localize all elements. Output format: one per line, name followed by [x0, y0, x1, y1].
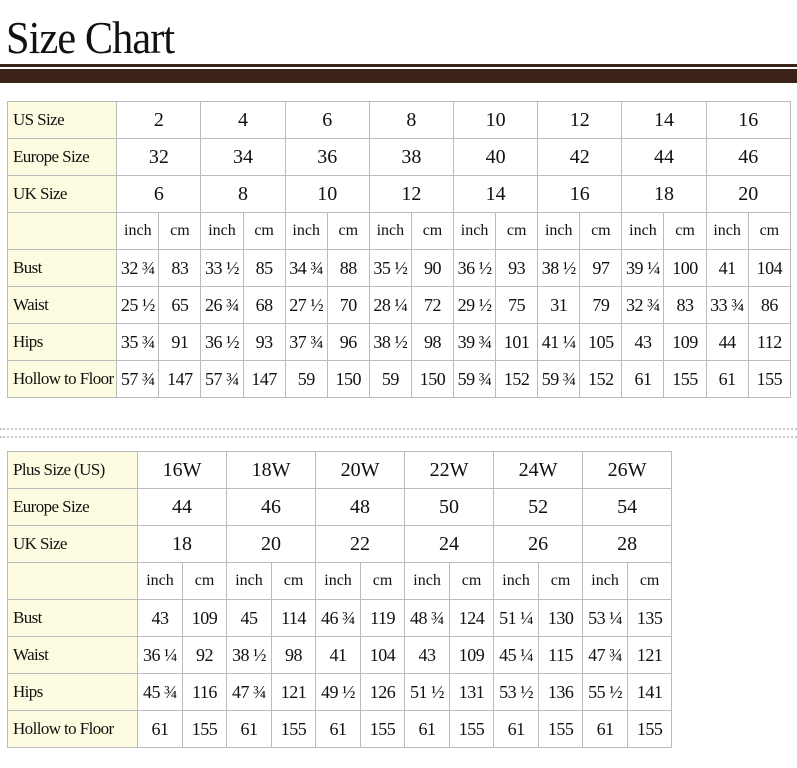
- unit-inch-cell: inch: [138, 563, 183, 600]
- inch-value-cell: 38 ½: [369, 324, 411, 361]
- cm-value-cell: 90: [411, 250, 453, 287]
- inch-value-cell: 32 ¾: [622, 287, 664, 324]
- size-cell: 16: [538, 176, 622, 213]
- row-label: Waist: [8, 637, 138, 674]
- cm-value-cell: 93: [496, 250, 538, 287]
- europe-size-row: [8, 139, 791, 176]
- cm-value-cell: 104: [361, 637, 405, 674]
- cm-value-cell: 93: [243, 324, 285, 361]
- cm-value-cell: 150: [327, 361, 369, 398]
- cm-value-cell: 96: [327, 324, 369, 361]
- unit-cm-cell: cm: [748, 213, 790, 250]
- inch-value-cell: 55 ½: [583, 674, 628, 711]
- inch-value-cell: 29 ½: [454, 287, 496, 324]
- size-cell: 46: [706, 139, 790, 176]
- inch-value-cell: 61: [583, 711, 628, 748]
- cm-value-cell: 88: [327, 250, 369, 287]
- cm-value-cell: 155: [628, 711, 672, 748]
- cm-value-cell: 155: [450, 711, 494, 748]
- row-label: Waist: [8, 287, 117, 324]
- cm-value-cell: 68: [243, 287, 285, 324]
- inch-value-cell: 33 ¾: [706, 287, 748, 324]
- inch-value-cell: 59 ¾: [454, 361, 496, 398]
- size-cell: 42: [538, 139, 622, 176]
- cm-value-cell: 152: [496, 361, 538, 398]
- unit-cm-cell: cm: [450, 563, 494, 600]
- inch-value-cell: 38 ½: [227, 637, 272, 674]
- cm-value-cell: 65: [159, 287, 201, 324]
- inch-value-cell: 46 ¾: [316, 600, 361, 637]
- unit-inch-cell: inch: [538, 213, 580, 250]
- cm-value-cell: 147: [159, 361, 201, 398]
- unit-inch-cell: inch: [369, 213, 411, 250]
- unit-cm-cell: cm: [664, 213, 706, 250]
- hips-row: [8, 324, 791, 361]
- europe-size-row: [8, 489, 672, 526]
- cm-value-cell: 97: [580, 250, 622, 287]
- inch-value-cell: 61: [706, 361, 748, 398]
- waist-row: [8, 637, 672, 674]
- cm-value-cell: 109: [183, 600, 227, 637]
- inch-value-cell: 32 ¾: [117, 250, 159, 287]
- inch-value-cell: 26 ¾: [201, 287, 243, 324]
- size-cell: 18W: [227, 452, 316, 489]
- size-cell: 52: [494, 489, 583, 526]
- size-cell: 34: [201, 139, 285, 176]
- bust-row: [8, 600, 672, 637]
- row-label: Hips: [8, 674, 138, 711]
- cm-value-cell: 121: [272, 674, 316, 711]
- inch-value-cell: 35 ½: [369, 250, 411, 287]
- size-cell: 38: [369, 139, 453, 176]
- inch-value-cell: 47 ¾: [583, 637, 628, 674]
- cm-value-cell: 121: [628, 637, 672, 674]
- inch-value-cell: 38 ½: [538, 250, 580, 287]
- inch-value-cell: 36 ¼: [138, 637, 183, 674]
- inch-value-cell: 41: [316, 637, 361, 674]
- unit-cm-cell: cm: [183, 563, 227, 600]
- cm-value-cell: 147: [243, 361, 285, 398]
- inch-value-cell: 59: [285, 361, 327, 398]
- row-label: Hollow to Floor: [8, 711, 138, 748]
- cm-value-cell: 124: [450, 600, 494, 637]
- cm-value-cell: 86: [748, 287, 790, 324]
- unit-row: [8, 213, 791, 250]
- size-cell: 14: [454, 176, 538, 213]
- unit-row: [8, 563, 672, 600]
- inch-value-cell: 45: [227, 600, 272, 637]
- us-size-row: [8, 102, 791, 139]
- inch-value-cell: 59 ¾: [538, 361, 580, 398]
- cm-value-cell: 131: [450, 674, 494, 711]
- uk-size-row: [8, 176, 791, 213]
- standard-size-table: [7, 101, 791, 398]
- inch-value-cell: 53 ¼: [583, 600, 628, 637]
- size-cell: 28: [583, 526, 672, 563]
- row-label: UK Size: [8, 176, 117, 213]
- inch-value-cell: 43: [405, 637, 450, 674]
- unit-inch-cell: inch: [706, 213, 748, 250]
- page-title: Size Chart: [6, 12, 175, 63]
- row-label: UK Size: [8, 526, 138, 563]
- inch-value-cell: 61: [622, 361, 664, 398]
- size-cell: 22W: [405, 452, 494, 489]
- cm-value-cell: 100: [664, 250, 706, 287]
- size-cell: 6: [117, 176, 201, 213]
- size-cell: 18: [622, 176, 706, 213]
- cm-value-cell: 155: [361, 711, 405, 748]
- row-label: Bust: [8, 250, 117, 287]
- unit-inch-cell: inch: [622, 213, 664, 250]
- size-cell: 12: [369, 176, 453, 213]
- title-rule-thick: [0, 69, 797, 83]
- size-cell: 6: [285, 102, 369, 139]
- cm-value-cell: 126: [361, 674, 405, 711]
- inch-value-cell: 33 ½: [201, 250, 243, 287]
- inch-value-cell: 39 ¼: [622, 250, 664, 287]
- inch-value-cell: 59: [369, 361, 411, 398]
- size-cell: 50: [405, 489, 494, 526]
- inch-value-cell: 57 ¾: [117, 361, 159, 398]
- size-cell: 18: [138, 526, 227, 563]
- size-cell: 4: [201, 102, 285, 139]
- inch-value-cell: 47 ¾: [227, 674, 272, 711]
- size-cell: 24W: [494, 452, 583, 489]
- cm-value-cell: 116: [183, 674, 227, 711]
- inch-value-cell: 45 ¾: [138, 674, 183, 711]
- unit-cm-cell: cm: [580, 213, 622, 250]
- cm-value-cell: 150: [411, 361, 453, 398]
- row-label: Europe Size: [8, 489, 138, 526]
- hollow-to-floor-row: [8, 361, 791, 398]
- inch-value-cell: 61: [494, 711, 539, 748]
- waist-row: [8, 287, 791, 324]
- cm-value-cell: 92: [183, 637, 227, 674]
- row-label: Europe Size: [8, 139, 117, 176]
- size-cell: 48: [316, 489, 405, 526]
- unit-inch-cell: inch: [583, 563, 628, 600]
- cm-value-cell: 112: [748, 324, 790, 361]
- inch-value-cell: 53 ½: [494, 674, 539, 711]
- inch-value-cell: 36 ½: [201, 324, 243, 361]
- size-cell: 36: [285, 139, 369, 176]
- unit-cm-cell: cm: [243, 213, 285, 250]
- unit-cm-cell: cm: [272, 563, 316, 600]
- size-cell: 40: [454, 139, 538, 176]
- unit-cm-cell: cm: [327, 213, 369, 250]
- cm-value-cell: 101: [496, 324, 538, 361]
- size-cell: 26W: [583, 452, 672, 489]
- cm-value-cell: 70: [327, 287, 369, 324]
- us-size-row: [8, 452, 672, 489]
- cm-value-cell: 135: [628, 600, 672, 637]
- unit-inch-cell: inch: [316, 563, 361, 600]
- unit-inch-cell: inch: [285, 213, 327, 250]
- size-cell: 26: [494, 526, 583, 563]
- cm-value-cell: 155: [183, 711, 227, 748]
- inch-value-cell: 43: [622, 324, 664, 361]
- inch-value-cell: 44: [706, 324, 748, 361]
- row-label: Bust: [8, 600, 138, 637]
- size-cell: 20: [227, 526, 316, 563]
- cm-value-cell: 155: [272, 711, 316, 748]
- size-cell: 10: [285, 176, 369, 213]
- cm-value-cell: 83: [664, 287, 706, 324]
- inch-value-cell: 43: [138, 600, 183, 637]
- size-cell: 24: [405, 526, 494, 563]
- cm-value-cell: 155: [539, 711, 583, 748]
- plus-size-table: [7, 451, 672, 748]
- unit-cm-cell: cm: [411, 213, 453, 250]
- size-cell: 44: [138, 489, 227, 526]
- inch-value-cell: 45 ¼: [494, 637, 539, 674]
- cm-value-cell: 104: [748, 250, 790, 287]
- inch-value-cell: 25 ½: [117, 287, 159, 324]
- inch-value-cell: 57 ¾: [201, 361, 243, 398]
- row-label: Hips: [8, 324, 117, 361]
- cm-value-cell: 115: [539, 637, 583, 674]
- cm-value-cell: 119: [361, 600, 405, 637]
- inch-value-cell: 49 ½: [316, 674, 361, 711]
- cm-value-cell: 98: [272, 637, 316, 674]
- size-cell: 14: [622, 102, 706, 139]
- inch-value-cell: 36 ½: [454, 250, 496, 287]
- cm-value-cell: 109: [664, 324, 706, 361]
- cm-value-cell: 152: [580, 361, 622, 398]
- cm-value-cell: 105: [580, 324, 622, 361]
- inch-value-cell: 28 ¼: [369, 287, 411, 324]
- size-cell: 8: [201, 176, 285, 213]
- unit-inch-cell: inch: [117, 213, 159, 250]
- inch-value-cell: 31: [538, 287, 580, 324]
- cm-value-cell: 130: [539, 600, 583, 637]
- unit-cm-cell: cm: [628, 563, 672, 600]
- unit-inch-cell: inch: [405, 563, 450, 600]
- unit-cm-cell: cm: [361, 563, 405, 600]
- divider-dotted-2: [0, 436, 797, 438]
- hollow-to-floor-row: [8, 711, 672, 748]
- inch-value-cell: 61: [405, 711, 450, 748]
- inch-value-cell: 51 ½: [405, 674, 450, 711]
- size-cell: 8: [369, 102, 453, 139]
- inch-value-cell: 34 ¾: [285, 250, 327, 287]
- inch-value-cell: 61: [227, 711, 272, 748]
- unit-inch-cell: inch: [201, 213, 243, 250]
- cm-value-cell: 72: [411, 287, 453, 324]
- unit-cm-cell: cm: [539, 563, 583, 600]
- uk-size-row: [8, 526, 672, 563]
- cm-value-cell: 91: [159, 324, 201, 361]
- row-label: Hollow to Floor: [8, 361, 117, 398]
- bust-row: [8, 250, 791, 287]
- inch-value-cell: 39 ¾: [454, 324, 496, 361]
- unit-inch-cell: inch: [227, 563, 272, 600]
- inch-value-cell: 35 ¾: [117, 324, 159, 361]
- cm-value-cell: 136: [539, 674, 583, 711]
- size-cell: 20W: [316, 452, 405, 489]
- row-label: US Size: [8, 102, 117, 139]
- size-cell: 2: [117, 102, 201, 139]
- cm-value-cell: 155: [748, 361, 790, 398]
- cm-value-cell: 155: [664, 361, 706, 398]
- size-cell: 32: [117, 139, 201, 176]
- row-label: [8, 563, 138, 600]
- size-cell: 54: [583, 489, 672, 526]
- unit-cm-cell: cm: [496, 213, 538, 250]
- cm-value-cell: 114: [272, 600, 316, 637]
- inch-value-cell: 37 ¾: [285, 324, 327, 361]
- size-cell: 12: [538, 102, 622, 139]
- size-cell: 22: [316, 526, 405, 563]
- inch-value-cell: 61: [138, 711, 183, 748]
- cm-value-cell: 141: [628, 674, 672, 711]
- unit-cm-cell: cm: [159, 213, 201, 250]
- hips-row: [8, 674, 672, 711]
- divider-dotted-1: [0, 428, 797, 430]
- cm-value-cell: 75: [496, 287, 538, 324]
- cm-value-cell: 98: [411, 324, 453, 361]
- row-label: [8, 213, 117, 250]
- inch-value-cell: 41: [706, 250, 748, 287]
- inch-value-cell: 48 ¾: [405, 600, 450, 637]
- size-cell: 44: [622, 139, 706, 176]
- title-rule-thin: [0, 64, 797, 67]
- inch-value-cell: 41 ¼: [538, 324, 580, 361]
- size-cell: 46: [227, 489, 316, 526]
- size-cell: 16: [706, 102, 790, 139]
- cm-value-cell: 79: [580, 287, 622, 324]
- unit-inch-cell: inch: [454, 213, 496, 250]
- cm-value-cell: 85: [243, 250, 285, 287]
- inch-value-cell: 51 ¼: [494, 600, 539, 637]
- unit-inch-cell: inch: [494, 563, 539, 600]
- size-cell: 20: [706, 176, 790, 213]
- cm-value-cell: 109: [450, 637, 494, 674]
- size-cell: 10: [454, 102, 538, 139]
- inch-value-cell: 61: [316, 711, 361, 748]
- size-cell: 16W: [138, 452, 227, 489]
- inch-value-cell: 27 ½: [285, 287, 327, 324]
- row-label: Plus Size (US): [8, 452, 138, 489]
- cm-value-cell: 83: [159, 250, 201, 287]
